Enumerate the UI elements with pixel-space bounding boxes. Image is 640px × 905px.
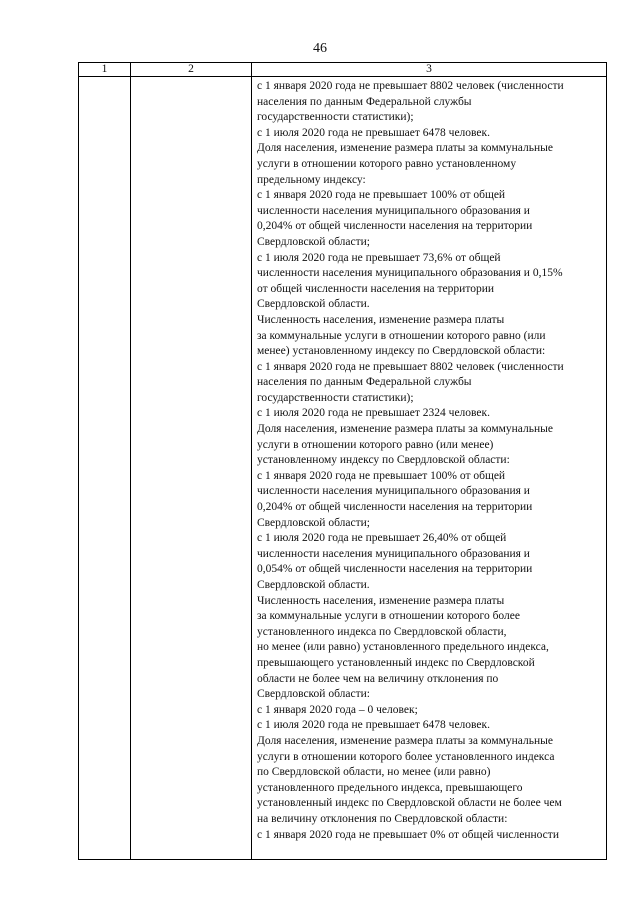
text-line: области не более чем на величину отклонения по [257, 672, 499, 685]
text-line: численности населения муниципального образования и 0,15% [257, 267, 563, 280]
text-line: за коммунальные услуги в отношении которого равно (или [257, 329, 546, 342]
text-line: установленного предельного индекса, превышающего [257, 781, 523, 794]
text-line: с 1 июля 2020 года не превышает 26,40% от общей [257, 532, 507, 545]
text-line: менее) установленному индексу по Свердловской области: [257, 345, 546, 358]
text-line: Доля населения, изменение размера платы за коммунальные [257, 734, 553, 747]
text-line: государственности статистики); [257, 111, 414, 124]
text-line: за коммунальные услуги в отношении которого более [257, 610, 520, 623]
text-line: услуги в отношении которого равно (или менее) [257, 438, 494, 451]
text-line: Доля населения, изменение размера платы за коммунальные [257, 423, 553, 436]
text-line: Свердловской области. [257, 298, 370, 311]
text-line: Численность населения, изменение размера платы [257, 313, 505, 326]
text-line: с 1 января 2020 года не превышает 100% от общей [257, 189, 506, 202]
document-table [78, 62, 607, 860]
text-line: на величину отклонения по Свердловской области: [257, 812, 508, 825]
text-line: 0,204% от общей численности населения на территории [257, 220, 533, 233]
text-line: по Свердловской области, но менее (или равно) [257, 766, 491, 779]
cell-column-2 [131, 77, 252, 860]
text-line: численности населения муниципального образования и [257, 204, 530, 217]
table-header-row [79, 63, 607, 77]
text-line: услуги в отношении которого более установленного индекса [257, 750, 555, 763]
text-line: численности населения муниципального образования и [257, 547, 530, 560]
text-line: предельному индексу: [257, 173, 366, 186]
text-line: 0,204% от общей численности населения на территории [257, 501, 533, 514]
text-line: с 1 июля 2020 года не превышает 2324 человек. [257, 407, 490, 420]
text-line: с 1 января 2020 года не превышает 8802 человек (численности [257, 80, 564, 92]
text-line: Свердловской области. [257, 579, 370, 591]
text-line: численности населения муниципального образования и [257, 485, 530, 498]
text-line: государственности статистики); [257, 391, 414, 404]
text-line: 0,054% от общей численности населения на территории [257, 563, 533, 576]
text-line: услуги в отношении которого равно установленному [257, 157, 517, 170]
column-3-text [257, 79, 606, 843]
text-line: от общей численности населения на территории [257, 282, 495, 295]
text-line: с 1 января 2020 года не превышает 8802 человек (численности [257, 360, 564, 373]
text-line: но менее (или равно) установленного предельного индекса, [257, 641, 549, 654]
text-line: Численность населения, изменение размера платы [257, 594, 505, 607]
text-line: с 1 июля 2020 года не превышает 6478 человек. [257, 719, 490, 732]
page-number: 46 [313, 41, 327, 56]
text-line: Доля населения, изменение размера платы за коммунальные [257, 142, 553, 155]
text-line: с 1 января 2020 года не превышает 100% от общей [257, 469, 506, 482]
text-line: Свердловской области; [257, 235, 370, 248]
text-line: с 1 июля 2020 года не превышает 6478 человек. [257, 126, 490, 139]
text-line: установленного индекса по Свердловской области, [257, 625, 507, 638]
text-line: с 1 января 2020 года не превышает 0% от общей численности [257, 828, 559, 841]
column-header-1: 1 [79, 63, 131, 77]
column-header-2: 2 [131, 63, 252, 77]
cell-column-3 [252, 77, 607, 860]
text-line: установленному индексу по Свердловской области: [257, 454, 510, 467]
text-line: с 1 января 2020 года – 0 человек; [257, 703, 418, 716]
table-row [79, 77, 607, 860]
column-header-3: 3 [252, 63, 607, 77]
cell-column-1 [79, 77, 131, 860]
text-line: населения по данным Федеральной службы [257, 376, 472, 389]
text-line: населения по данным Федеральной службы [257, 95, 472, 108]
text-line: установленный индекс по Свердловской области не более чем [257, 797, 562, 810]
text-line: Свердловской области; [257, 516, 370, 529]
text-line: превышающего установленный индекс по Свердловской [257, 656, 535, 669]
text-line: с 1 июля 2020 года не превышает 73,6% от общей [257, 251, 501, 264]
text-line: Свердловской области: [257, 688, 370, 701]
